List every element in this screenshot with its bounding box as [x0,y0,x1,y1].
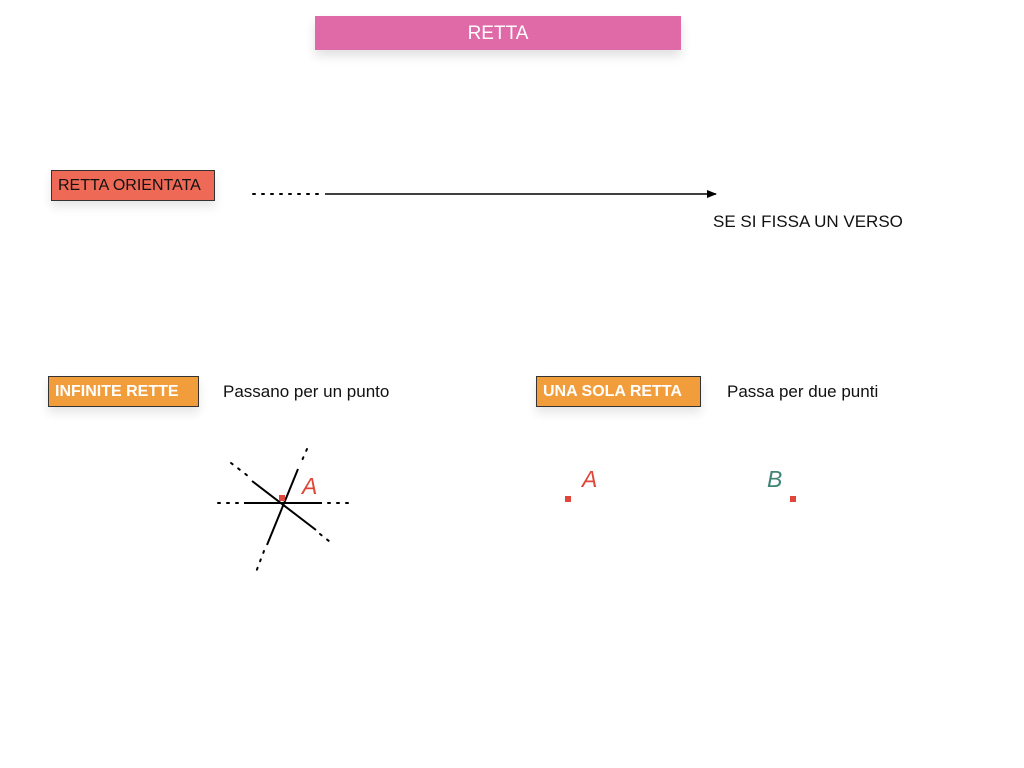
passano-caption: Passano per un punto [223,382,390,401]
line-steep [267,469,298,545]
point-a2-marker [565,496,571,502]
point-b-marker [790,496,796,502]
pencil-of-lines [218,449,348,572]
infinite-rette-label: INFINITE RETTE [48,376,199,407]
line-steep-dots-top [300,449,307,465]
slide-title: RETTA [315,16,681,50]
line-steep-dots-bottom [256,551,264,572]
retta-orientata-label: RETTA ORIENTATA [51,170,215,201]
point-a2-label: A [582,466,598,492]
line-diagonal-1-dots-top [231,463,248,476]
verso-caption: SE SI FISSA UN VERSO [713,212,903,231]
line-diagonal-1-dots-bottom [320,534,334,545]
passa-caption: Passa per due punti [727,382,879,401]
point-a-marker [279,495,285,501]
point-b-label: B [767,466,783,492]
point-a-label: A [302,473,318,499]
una-sola-retta-label: UNA SOLA RETTA [536,376,701,407]
